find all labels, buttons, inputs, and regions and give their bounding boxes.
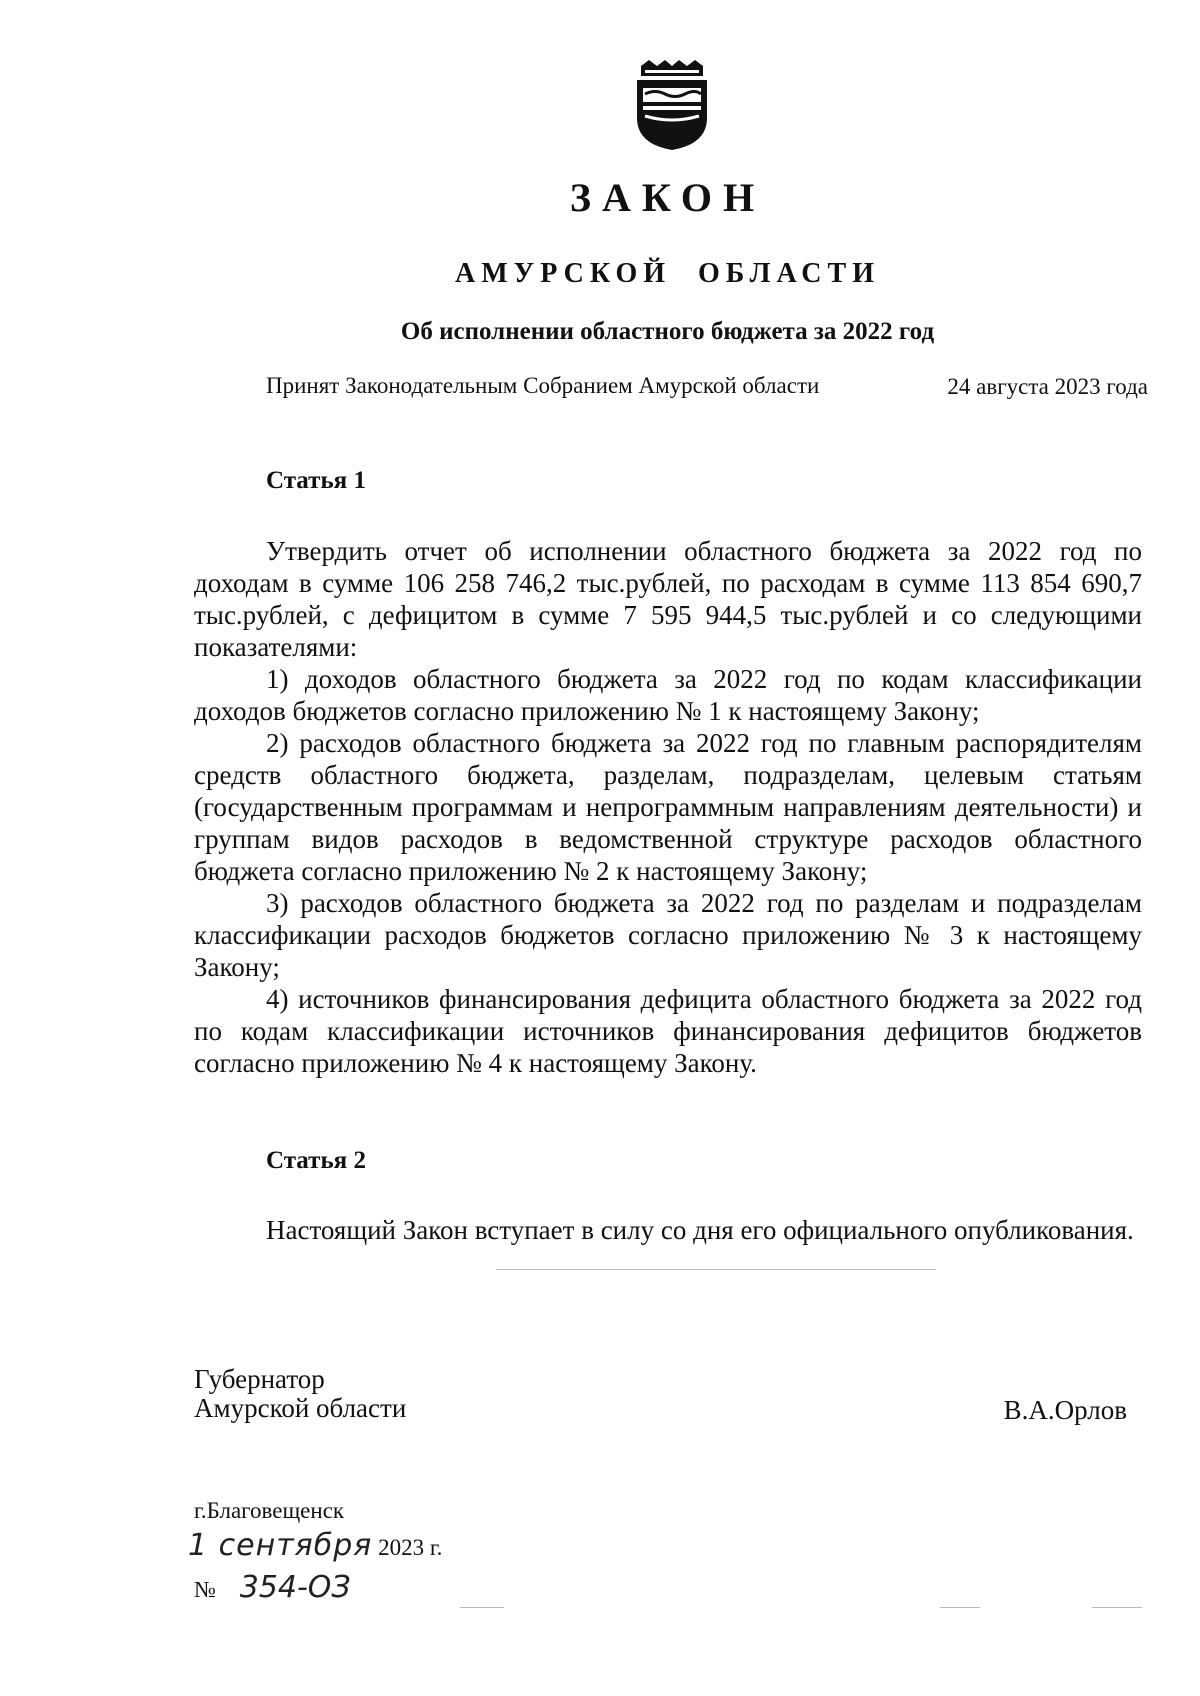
signer-title bbox=[194, 1365, 406, 1423]
article-1-body bbox=[194, 535, 1142, 1079]
article-2-title: Статья 2 bbox=[266, 1147, 366, 1174]
adopted-by: Принят Законодательным Собранием Амурской области bbox=[266, 373, 820, 398]
number-label: № bbox=[194, 1577, 216, 1602]
article-1-item: 3) расходов областного бюджета за 2022 год по разделам и подразделам классификации расходов бюджетов согласно приложению № 3 к настоящему Закону; bbox=[194, 888, 1142, 982]
handwritten-number: 354-ОЗ bbox=[239, 1570, 351, 1605]
scan-artifact-line bbox=[940, 1607, 980, 1608]
article-1-item: 1) доходов областного бюджета за 2022 год по кодам классификации доходов бюджетов согласно приложению № 1 к настоящему Закону; bbox=[194, 664, 1142, 726]
article-1-item: 2) расходов областного бюджета за 2022 год по главным распорядителям средств областного бюджета, разделам, подразделам, целевым статьям (государственным программам и непрограммным направлениям деятельности) и группам видов расходов в ведомственной структуре расходов областного бюджета согласно приложению № 2 к настоящему Закону; bbox=[194, 728, 1142, 886]
law-heading: Об исполнении областного бюджета за 2022 год bbox=[400, 318, 935, 345]
article-2-body bbox=[194, 1214, 1142, 1246]
article-1-title: Статья 1 bbox=[266, 467, 366, 494]
handwritten-date: 1 сентября bbox=[188, 1528, 373, 1563]
scan-artifact-line bbox=[496, 1269, 936, 1270]
city: г.Благовещенск bbox=[194, 1498, 345, 1523]
article-2-text: Настоящий Закон вступает в силу со дня его официального опубликования. bbox=[266, 1215, 1134, 1245]
coat-of-arms-emblem bbox=[631, 58, 713, 152]
signing-date bbox=[188, 1528, 442, 1563]
scan-artifact-line bbox=[1092, 1607, 1142, 1608]
law-title: ЗАКОН bbox=[569, 175, 766, 220]
signing-year: 2023 г. bbox=[378, 1535, 443, 1560]
article-1-item: 4) источников финансирования дефицита областного бюджета за 2022 год по кодам классификации источников финансирования дефицитов бюджетов согласно приложению № 4 к настоящему Закону. bbox=[194, 984, 1142, 1078]
scan-artifact-line bbox=[460, 1607, 504, 1608]
article-1-intro: Утвердить отчет об исполнении областного бюджета за 2022 год по доходам в сумме 106 258 746,2 тыс.рублей, по расходам в сумме 113 854 690,7 тыс.рублей, с дефицитом в сумме 7 595 944,5 тыс.рублей и со следующими показателями: bbox=[194, 536, 1142, 662]
law-number bbox=[194, 1570, 351, 1605]
region-title: АМУРСКОЙ ОБЛАСТИ bbox=[455, 258, 880, 289]
signer-title-line: Амурской области bbox=[194, 1393, 407, 1423]
signer-title-line: Губернатор bbox=[194, 1364, 325, 1394]
adopted-date: 24 августа 2023 года bbox=[947, 374, 1148, 399]
signer-name: В.А.Орлов bbox=[1003, 1395, 1127, 1425]
